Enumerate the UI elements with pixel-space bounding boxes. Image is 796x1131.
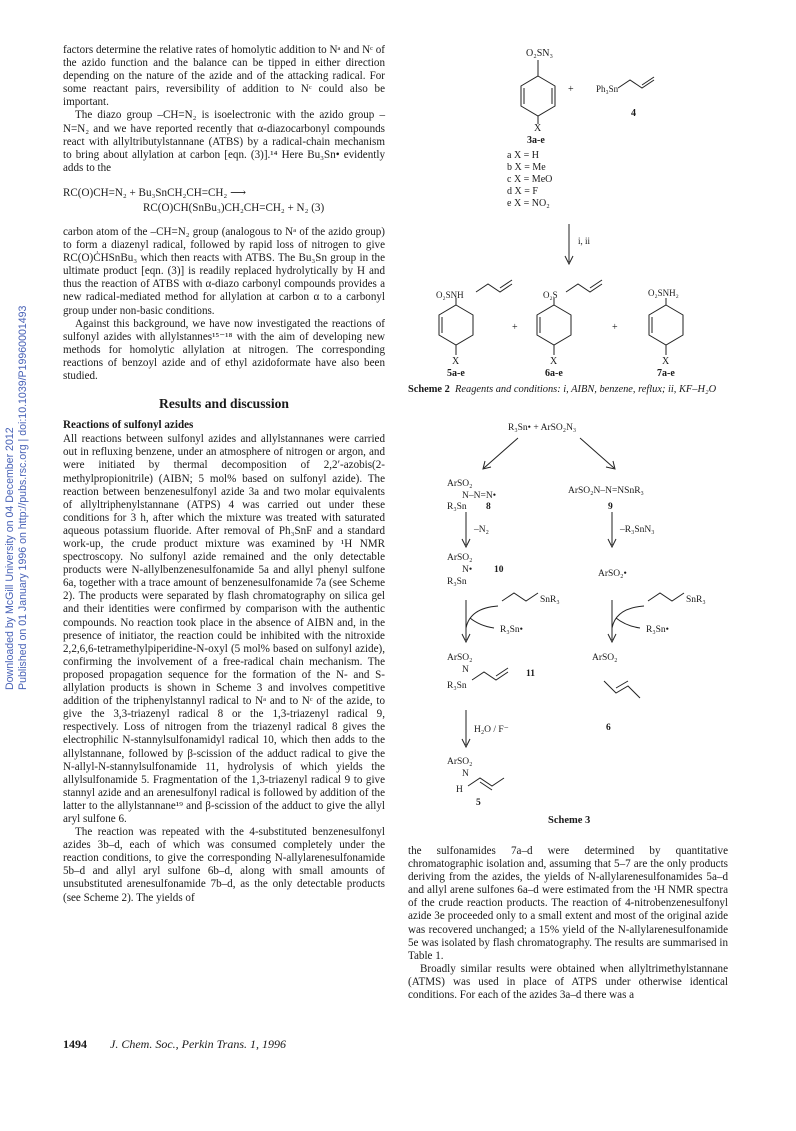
subsection-heading: Reactions of sulfonyl azides	[63, 419, 194, 432]
scheme3-label: Scheme 3	[548, 815, 591, 826]
download-watermark	[2, 170, 28, 690]
radical-10-line2: N•	[462, 565, 473, 575]
product5-x: X	[452, 356, 460, 367]
page-footer	[63, 1037, 286, 1052]
amide-5-line3: H	[456, 785, 463, 795]
substituent-d: d X = F	[507, 186, 538, 197]
label-5: 5	[476, 798, 481, 808]
radical-10-line1: ArSO₂	[447, 553, 473, 563]
loss-n2: –N₂	[474, 525, 489, 535]
intermediate-9: ArSO₂N–N=NSnR₃	[568, 486, 644, 496]
paragraph: Broadly similar results were obtained when allyltrimethylstannane (ATMS) was used in place of ATPS under otherwise identical conditions. For each of the azides 3a–d there was a	[408, 962, 728, 1002]
sulfonyl-radical: ArSO₂•	[598, 569, 627, 579]
watermark-line-2: Published on 01 January 1996 on http://pubs.rsc.org | doi:10.1039/P19960001493	[17, 305, 29, 690]
conditions-label: i, ii	[578, 236, 591, 246]
paragraph: carbon atom of the –CH=N₂ group (analogous to Nᵃ of the azido group) to form a diazenyl radical, followed by rapid loss of nitrogen to give RC(O)ĊHSnBu₃ which then reacts with ATBS. The Bu₃Sn group in the ultimate product [eqn. (3)] is readily replaced hydrolytically by H and thus the reaction of ATBS with α-diazo carbonyl compounds provides a new radical-mediated method for allylation at carbon α to a carbonyl group under non-basic conditions.	[63, 225, 385, 317]
section-heading: Results and discussion	[159, 396, 289, 412]
journal-citation: J. Chem. Soc., Perkin Trans. 1, 1996	[110, 1037, 286, 1051]
sulfone-6-group: ArSO₂	[592, 653, 618, 663]
equation-line-1: RC(O)CH=N₂ + Bu₃SnCH₂CH=CH₂ ⟶	[63, 186, 246, 199]
stannyl-group: SnR₃	[686, 595, 706, 605]
product7-x: X	[662, 356, 670, 367]
equation-line-2: RC(O)CH(SnBu₃)CH₂CH=CH₂ + N₂ (3)	[143, 201, 325, 214]
plus-sign: +	[612, 322, 618, 333]
reactant-label: 3a-e	[527, 135, 545, 146]
amide-5-line1: ArSO₂	[447, 757, 473, 767]
adduct-11-line1: ArSO₂	[447, 653, 473, 663]
substituent-b: b X = Me	[507, 162, 546, 173]
label-11: 11	[526, 669, 535, 679]
product6-x: X	[550, 356, 558, 367]
label-6: 6	[606, 723, 611, 733]
label-9: 9	[608, 502, 613, 512]
product6-group: O₂S	[543, 290, 558, 300]
right-column	[408, 845, 728, 1002]
reactant-group: O₂SN₃	[526, 48, 553, 59]
product7-label: 7a-e	[657, 368, 675, 379]
product5-group: O₂SNH	[436, 290, 464, 300]
scheme2-caption	[408, 384, 728, 397]
scheme3-top: R₃Sn• + ArSO₂N₃	[508, 423, 577, 433]
stannyl-radical: R₃Sn•	[646, 625, 670, 635]
paragraph: All reactions between sulfonyl azides and allylstannanes were carried out in refluxing benzene, under an atmosphere of nitrogen or argon, and were initiated by thermal decomposition of 2,2′-azobis(2-methylpropionitrile) (AIBN; 5 mol% based on sulfonyl azide). The reaction between benzenesulfonyl azide 3a and two molar equivalents of allyltriphenylstannane (ATPS) 4 was carried out under these conditions for 3 h, after which the mixture was treated with saturated aqueous potassium fluoride. After removal of Ph₃SnF and a standard work-up, the crude product mixture was examined by ¹H NMR spectroscopy. No sulfonyl azide remained and the only detectable products were N-allylbenzenesulfonamide 5a and allyl phenyl sulfone 6a, together with a trace amount of benzenesulfonamide 7a (see Scheme 2). The products were separated by flash chromatography on silica gel and their identities were confirmed by comparison with the authentic compounds. No reaction took place in the absence of AIBN and, in the presence of initiator, the reaction could be inhibited with the nitroxide 2,2,6,6-tetramethylpiperidine-N-oxyl (5 mol% based on sulfonyl azide), confirming the involvement of a free-radical chain mechanism. The proposed propagation sequence for the formation of the N- and S-allylation products is shown in Scheme 3 and involves competitive addition of the triphenylstannyl radical to Nᵃ and to Nᶜ of the azide, to give the 3,3-triazenyl radical 8 or the 1,3-triazenyl radical 9, respectively. Loss of nitrogen from the triazenyl radical 8 gives the electrophilic N-stannylsulfonamidyl radical 10, which then adds to the allylstannane, followed by β-scission of the adduct radical to give the N-allyl-N-stannylsulfonamide 11, hydrolysis of which yields the allylsulfonamide 5. Fragmentation of the 1,3-triazenyl radical 9 to give stannyl azide and an arenesulfonyl radical is followed by addition of the latter to the allylstannane¹⁹ and β-scission of the adduct to give the allyl aryl sulfone 6.	[63, 433, 385, 825]
product6-label: 6a-e	[545, 368, 563, 379]
reagent-label: 4	[631, 108, 636, 119]
page-number: 1494	[63, 1037, 87, 1051]
caption-title: Scheme 2	[408, 384, 450, 395]
adduct-11-line2: N	[462, 665, 469, 675]
product7-group: O₂SNH₂	[648, 288, 679, 298]
equation-3	[63, 186, 385, 216]
watermark-line-1: Downloaded by McGill University on 04 December 2012	[4, 427, 16, 690]
hydrolysis-label: H₂O / F⁻	[474, 725, 509, 735]
label-10: 10	[494, 565, 504, 575]
left-column	[63, 44, 385, 905]
plus-sign: +	[568, 84, 574, 95]
paragraph: Against this background, we have now investigated the reactions of sulfonyl azides with allylstannes¹⁵⁻¹⁸ with the aim of developing new methods for homolytic allylation at nitrogen. The corresponding reactions of benzoyl azide and of ethyl azidoformate have also been studied.	[63, 317, 385, 382]
adduct-11-line3: R₃Sn	[447, 681, 467, 691]
amide-5-line2: N	[462, 769, 469, 779]
substituent-e: e X = NO₂	[507, 198, 550, 209]
caption-text: Reagents and conditions: i, AIBN, benzene, reflux; ii, KF–H₂O	[455, 384, 717, 395]
substituent-c: c X = MeO	[507, 174, 553, 185]
substituent-a: a X = H	[507, 150, 540, 161]
paragraph: The reaction was repeated with the 4-substituted benzenesulfonyl azides 3b–d, each of which was consumed completely under the reaction conditions, to give the corresponding N-allylarenesulfonamide 5b–d and allyl aryl sulfone 6b–d, along with small amounts of unsubstituted arenesulfonamide 7b–d, as the only detectable products (see Scheme 2). The yields of	[63, 826, 385, 904]
radical-10-line3: R₃Sn	[447, 577, 467, 587]
intermediate-8-line3: R₃Sn	[447, 502, 467, 512]
paragraph: The diazo group –CH=N₂ is isoelectronic with the azido group –N=N₂ and we have reported recently that α-diazocarbonyl compounds react with allyltributylstannane (ATBS) by a radical-chain mechanism to bring about allylation at carbon [eqn. (3)].¹⁴ Here Bu₃Sn• evidently adds to the	[63, 109, 385, 174]
reagent-group: Ph₃Sn	[596, 84, 619, 94]
intermediate-8-line2: N–N=N•	[462, 491, 497, 501]
stannyl-group: SnR₃	[540, 595, 560, 605]
reactant-x: X	[534, 123, 542, 134]
stannyl-radical: R₃Sn•	[500, 625, 524, 635]
product5-label: 5a-e	[447, 368, 465, 379]
paragraph: factors determine the relative rates of homolytic addition to Nᵃ and Nᶜ of the azido function and the balance can be tipped in either direction depending on the nature of the azide and of the attacking radical. For some reactant pairs, reversibility of addition to Nᶜ could also be important.	[63, 44, 385, 109]
loss-r3snn3: –R₃SnN₃	[620, 525, 655, 535]
label-8: 8	[486, 502, 491, 512]
plus-sign: +	[512, 322, 518, 333]
paragraph: the sulfonamides 7a–d were determined by quantitative chromatographic isolation and, assuming that 5–7 are the only products deriving from the azides, the yields of N-allylarenesulfonamides 5a–d and allyl arene sulfones 6a–d were estimated from the ¹H NMR spectra of the crude reaction products. The reaction of 4-nitrobenzenesulfonyl azide 3e proceeded only to a small extent and most of the original azide was recovered unchanged; a 15% yield of the N-allylarenesulfonamide 5e was isolated by flash chromatography. The results are summarised in Table 1.	[408, 845, 728, 962]
intermediate-8-line1: ArSO₂	[447, 479, 473, 489]
